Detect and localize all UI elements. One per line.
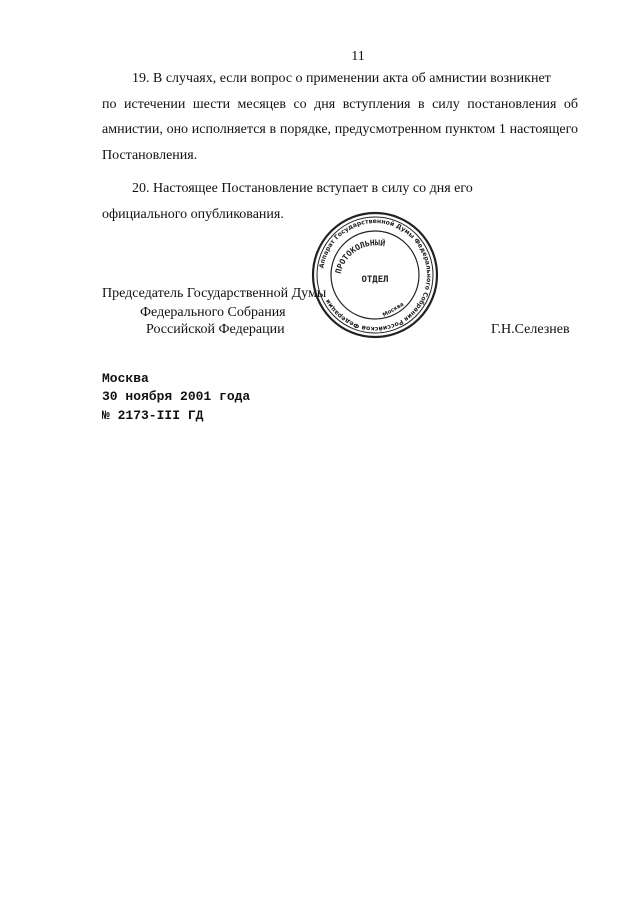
signatory-title-line-2: Федерального Собрания (140, 305, 286, 320)
signatory-name: Г.Н.Селезнев (491, 322, 570, 337)
paragraph-19-rest: по истечении шести месяцев со дня вступления в силу постановления об амнистии, оно исполняется в порядке, предусмотренном пунктом 1 настоящего Постановления. (102, 96, 578, 163)
footer-document-number: № 2173-III ГД (102, 408, 204, 423)
stamp-bottom-text: Москва (381, 301, 406, 319)
footer-date: 30 ноября 2001 года (102, 389, 251, 404)
signatory-title-line-3: Российской Федерации (146, 322, 285, 337)
footer-city: Москва (102, 371, 149, 386)
paragraph-19 (102, 66, 578, 168)
paragraph-19-first-line: 19. В случаях, если вопрос о применении акта об амнистии возникнет (132, 71, 551, 86)
page-number: 11 (351, 49, 365, 64)
stamp-outer-text: Аппарат Государственной Думы Федерального Собрания Российской Федерации (318, 217, 433, 333)
stamp-inner-arc-text: ПРОТОКОЛЬНЫЙ (333, 238, 386, 275)
paragraph-20-first-line: 20. Настоящее Постановление вступает в силу со дня его (132, 181, 473, 196)
official-seal-stamp (310, 210, 440, 340)
stamp-center-text: ОТДЕЛ (361, 275, 389, 285)
paragraph-20-rest: официального опубликования. (102, 206, 284, 222)
signatory-title-line-1: Председатель Государственной Думы (102, 286, 327, 301)
